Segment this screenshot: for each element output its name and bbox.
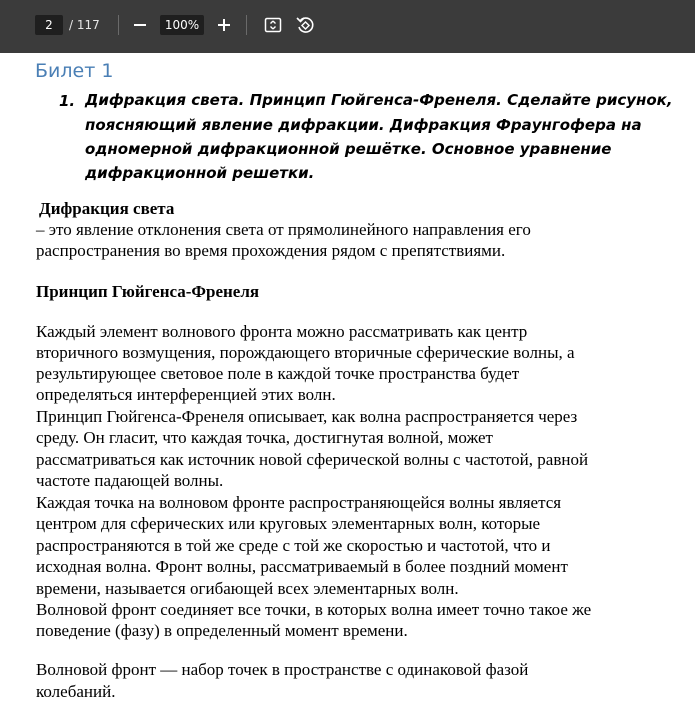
- wavefront-definition-line: Волновой фронт — набор точек в пространстве с одинаковой фазой: [36, 660, 529, 679]
- body-line: частоте падающей волны.: [36, 471, 224, 490]
- ticket-title: Билет 1: [35, 60, 114, 82]
- zoom-level-input[interactable]: 100%: [160, 15, 204, 35]
- body-line: поведение (фазу) в определенный момент времени.: [36, 621, 408, 640]
- toolbar-divider: [246, 15, 247, 35]
- minus-icon: [133, 18, 147, 32]
- body-line: Принцип Гюйгенса-Френеля описывает, как волна распространяется через: [36, 407, 578, 426]
- fit-page-icon: [264, 16, 282, 34]
- body-line: исходная волна. Фронт волны, рассматриваемый в более поздний момент: [36, 557, 568, 576]
- body-line: Каждая точка на волновом фронте распространяющейся волны является: [36, 493, 562, 512]
- body-line: Волновой фронт соединяет все точки, в которых волна имеет точно такое же: [36, 600, 592, 619]
- question-line: дифракционной решетки.: [85, 164, 315, 182]
- page-number-input[interactable]: 2: [35, 15, 63, 35]
- question-line: Дифракция света. Принцип Гюйгенса-Френеля. Сделайте рисунок,: [85, 91, 673, 109]
- fit-page-button[interactable]: [259, 11, 287, 39]
- body-line: времени, называется огибающей всех элементарных волн.: [36, 579, 459, 598]
- body-line: центром для сферических или круговых элементарных волн, которые: [36, 514, 541, 533]
- question-number: 1.: [59, 92, 76, 110]
- toolbar-divider: [118, 15, 119, 35]
- section-heading-huygens: Принцип Гюйгенса-Френеля: [36, 282, 260, 301]
- rotate-button[interactable]: [291, 11, 319, 39]
- question-line: поясняющий явление дифракции. Дифракция Фраунгофера на: [85, 116, 642, 134]
- section-heading-diffraction: Дифракция света: [39, 199, 175, 218]
- plus-icon: [217, 18, 231, 32]
- body-line: Каждый элемент волнового фронта можно рассматривать как центр: [36, 322, 528, 341]
- rotate-icon: [295, 15, 315, 35]
- definition-line: – это явление отклонения света от прямолинейного направления его: [36, 220, 531, 239]
- body-line: рассматриваться как источник новой сферической волны с частотой, равной: [36, 450, 589, 469]
- body-line: результирующее световое поле в каждой точке пространства будет: [36, 364, 520, 383]
- body-line: среду. Он гласит, что каждая точка, достигнутая волной, может: [36, 428, 493, 447]
- question-line: одномерной дифракционной решётке. Основное уравнение: [85, 140, 612, 158]
- pdf-toolbar: [0, 0, 695, 53]
- body-line: определяться интерференцией этих волн.: [36, 385, 336, 404]
- wavefront-definition-line: колебаний.: [36, 682, 116, 701]
- definition-line: распространения во время прохождения рядом с препятствиями.: [36, 241, 506, 260]
- body-line: распространяются в той же среде с той же скоростью и частотой, что и: [36, 536, 551, 555]
- zoom-in-button[interactable]: [210, 11, 238, 39]
- zoom-out-button[interactable]: [126, 11, 154, 39]
- body-line: вторичного возмущения, порождающего вторичные сферические волны, а: [36, 343, 575, 362]
- page-total-label: / 117: [69, 18, 100, 32]
